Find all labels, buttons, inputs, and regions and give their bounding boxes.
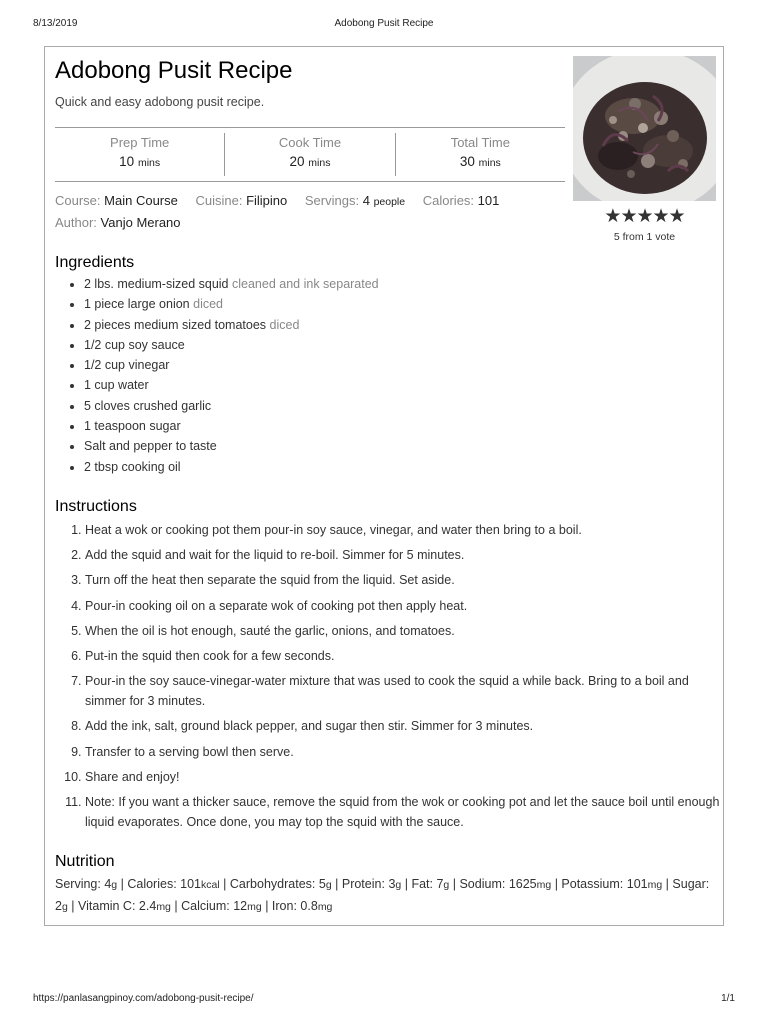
ingredient-item xyxy=(84,419,379,439)
meta-calories: Calories: 101 xyxy=(422,193,500,208)
total-time-unit: mins xyxy=(478,157,501,169)
nutrition-heading: Nutrition xyxy=(55,853,115,870)
ingredient-item xyxy=(84,399,379,419)
meta-servings: Servings: 4 people xyxy=(304,193,406,208)
prep-time xyxy=(55,128,224,181)
squid-dish-photo xyxy=(573,56,716,201)
instruction-step: 2. Add the squid and wait for the liquid to re-boil. Simmer for 5 minutes. xyxy=(85,545,725,565)
meta-cuisine: Cuisine: Filipino xyxy=(195,193,288,208)
ingredient-text: 1 piece large onion xyxy=(84,297,190,312)
instruction-step: 4. Pour-in cooking oil on a separate wok of cooking pot then apply heat. xyxy=(85,596,725,616)
instruction-step: 8. Add the ink, salt, ground black pepper, and sugar then stir. Simmer for 3 minutes. xyxy=(85,716,725,736)
nutrition-item: Vitamin C: 2.4mg xyxy=(78,899,171,913)
cook-time-label: Cook Time xyxy=(278,135,342,150)
nutrition-item: Calories: 101kcal xyxy=(127,877,220,891)
prep-time-value: 10 xyxy=(119,154,135,169)
instructions-heading: Instructions xyxy=(55,498,137,515)
print-page-title: Adobong Pusit Recipe xyxy=(334,18,434,29)
ingredient-text: 2 pieces medium sized tomatoes xyxy=(84,317,267,332)
nutrition-item: Calcium: 12mg xyxy=(181,899,262,913)
instruction-step: 1. Heat a wok or cooking pot them pour-in soy sauce, vinegar, and water then bring to a boil. xyxy=(85,520,725,540)
cook-time-value: 20 xyxy=(289,154,305,169)
prep-time-label: Prep Time xyxy=(110,135,170,150)
meta-author: Author: Vanjo Merano xyxy=(55,215,181,230)
ingredient-text: 1/2 cup soy sauce xyxy=(84,337,185,352)
ingredient-item xyxy=(84,460,379,480)
instructions-list xyxy=(85,520,725,837)
recipe-times xyxy=(55,127,565,182)
ingredient-item xyxy=(84,318,379,338)
recipe-title: Adobong Pusit Recipe xyxy=(55,57,293,84)
prep-time-unit: mins xyxy=(137,157,161,169)
instruction-step: 6. Put-in the squid then cook for a few seconds. xyxy=(85,646,725,666)
ingredient-text: 2 lbs. medium-sized squid xyxy=(84,277,229,291)
page-url[interactable]: https://panlasangpinoy.com/adobong-pusit-recipe/ xyxy=(33,993,254,1004)
nutrition-item: Sodium: 1625mg xyxy=(459,877,552,891)
ingredient-item xyxy=(84,378,379,398)
ingredient-item xyxy=(84,277,379,297)
print-header xyxy=(33,18,735,32)
total-time xyxy=(395,133,565,176)
cook-time-unit: mins xyxy=(308,157,331,169)
ingredient-text: 5 cloves crushed garlic xyxy=(84,398,212,413)
ingredient-item xyxy=(84,439,379,459)
instruction-step: 9. Transfer to a serving bowl then serve. xyxy=(85,742,725,762)
print-date: 8/13/2019 xyxy=(33,18,78,29)
ingredients-heading: Ingredients xyxy=(55,254,135,271)
nutrition-item: Serving: 4g xyxy=(55,877,118,891)
ingredient-item xyxy=(84,297,379,317)
instruction-step: 5. When the oil is hot enough, sauté the garlic, onions, and tomatoes. xyxy=(85,621,725,641)
cook-time xyxy=(224,133,394,176)
ingredient-text: 2 tbsp cooking oil xyxy=(84,459,181,474)
meta-course: Course: Main Course xyxy=(55,193,178,208)
nutrition-facts: Serving: 4g | Calories: 101kcal | Carbohydrates: 5g | Protein: 3g | Fat: 7g | Sodium: 1625mg | Potassium: 101mg | Sugar: 2g | Vitamin C: 2.4mg | Calcium: 12mg | Iron: 0.8mg xyxy=(55,877,710,913)
ingredient-item xyxy=(84,338,379,358)
nutrition-item: Carbohydrates: 5g xyxy=(229,877,332,891)
recipe-card xyxy=(44,46,724,926)
rating-votes: 5 from 1 vote xyxy=(613,231,676,243)
nutrition-item: Fat: 7g xyxy=(411,877,450,891)
nutrition-item: Iron: 0.8mg xyxy=(271,899,333,913)
page-number: 1/1 xyxy=(721,993,735,1004)
ingredient-text: 1 teaspoon sugar xyxy=(84,419,181,434)
ingredient-note: diced xyxy=(193,297,224,312)
instruction-step: 11. Note: If you want a thicker sauce, remove the squid from the wok or cooking pot and let the sauce boil until enough liquid evaporates. Once done, you may top the squid with the sauce. xyxy=(85,792,725,832)
recipe-summary: Quick and easy adobong pusit recipe. xyxy=(55,95,265,109)
total-time-label: Total Time xyxy=(450,135,510,150)
ingredient-item xyxy=(84,358,379,378)
ingredient-text: 1 cup water xyxy=(84,378,149,393)
print-footer xyxy=(33,993,735,1007)
total-time-value: 30 xyxy=(459,154,475,169)
nutrition-item: Protein: 3g xyxy=(341,877,402,891)
instruction-step: 7. Pour-in the soy sauce-vinegar-water mixture that was used to cook the squid a while back. Bring to a boil and simmer for 3 minutes. xyxy=(85,671,725,711)
nutrition-item: Sugar: 2g xyxy=(55,877,710,913)
ingredient-note: diced xyxy=(269,317,300,332)
rating-stars[interactable]: ★★★★★ xyxy=(604,206,685,227)
instruction-step: 10. Share and enjoy! xyxy=(85,767,725,787)
author-name: Vanjo Merano xyxy=(100,215,181,230)
ingredients-list xyxy=(84,277,379,480)
ingredient-text: 1/2 cup vinegar xyxy=(84,358,170,373)
ingredient-text: Salt and pepper to taste xyxy=(84,439,217,454)
nutrition-item: Potassium: 101mg xyxy=(561,877,663,891)
instruction-step: 3. Turn off the heat then separate the squid from the liquid. Set aside. xyxy=(85,570,725,590)
ingredient-note: cleaned and ink separated xyxy=(232,277,379,291)
recipe-meta xyxy=(55,193,513,208)
